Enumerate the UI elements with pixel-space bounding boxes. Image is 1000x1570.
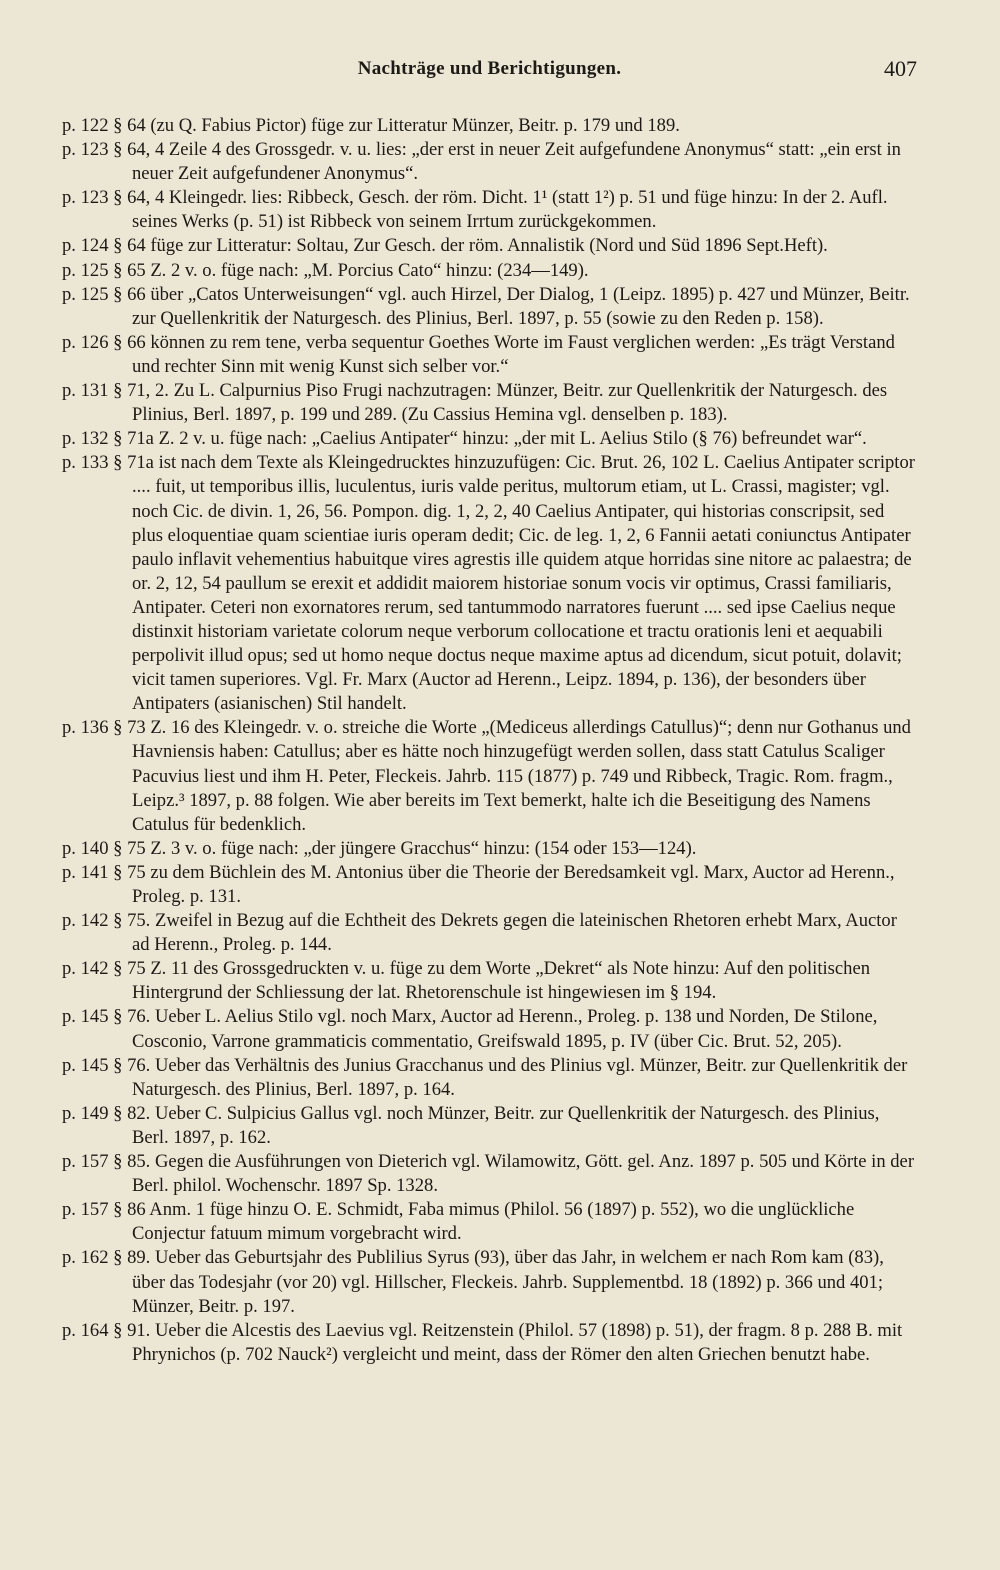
addendum-entry: p. 145 § 76. Ueber L. Aelius Stilo vgl. noch Marx, Auctor ad Herenn., Proleg. p. 138 und Norden, De Stilone, Cosconio, Varrone grammaticis commentatio, Greifswald 1895, p. IV (über Cic. Brut. 52, 205). (62, 1006, 878, 1052)
addendum-entry: p. 157 § 86 Anm. 1 füge hinzu O. E. Schmidt, Faba mimus (Philol. 56 (1897) p. 552), wo die unglückliche Conjectur fatuum mimum vorgebracht wird. (62, 1199, 855, 1245)
addendum-entry: p. 125 § 65 Z. 2 v. o. füge nach: „M. Porcius Cato“ hinzu: (234—149). (62, 259, 589, 281)
addendum-entry: p. 141 § 75 zu dem Büchlein des M. Antonius über die Theorie der Beredsamkeit vgl. Marx, Auctor ad Herenn., Proleg. p. 131. (62, 861, 895, 907)
addendum-entry: p. 126 § 66 können zu rem tene, verba sequentur Goethes Worte im Faust verglichen werden: „Es trägt Verstand und rechter Sinn mit wenig Kunst sich selber vor.“ (62, 331, 895, 377)
addendum-entry: p. 145 § 76. Ueber das Verhältnis des Junius Gracchanus und des Plinius vgl. Münzer, Beitr. zur Quellenkritik der Naturgesch. des Plinius, Berl. 1897, p. 164. (62, 1054, 908, 1100)
page-header (62, 58, 917, 90)
addendum-entry: p. 142 § 75. Zweifel in Bezug auf die Echtheit des Dekrets gegen die lateinischen Rhetoren erhebt Marx, Auctor ad Herenn., Proleg. p. 144. (62, 910, 897, 956)
addendum-entry: p. 131 § 71, 2. Zu L. Calpurnius Piso Frugi nachzutragen: Münzer, Beitr. zur Quellenkritik der Naturgesch. des Plinius, Berl. 1897, p. 199 und 289. (Zu Cassius Hemina vgl. denselben p. 183). (62, 380, 888, 426)
addendum-entry: p. 132 § 71a Z. 2 v. u. füge nach: „Caelius Antipater“ hinzu: „der mit L. Aelius Stilo (§ 76) befreundet war“. (62, 428, 867, 450)
addendum-entry: p. 136 § 73 Z. 16 des Kleingedr. v. o. streiche die Worte „(Mediceus allerdings Catullus)“; denn nur Gothanus und Havniensis haben: Catullus; aber es hätte noch hinzugefügt werden sollen, dass statt Catulus Scaliger Pacuvius liest und ihm H. Peter, Fleckeis. Jahrb. 115 (1877) p. 749 und Ribbeck, Tragic. Rom. fragm., Leipz.³ 1897, p. 88 folgen. Wie aber bereits im Text bemerkt, halte ich die Beseitigung des Namens Catulus für bedenklich. (62, 717, 911, 835)
addendum-entry: p. 162 § 89. Ueber das Geburtsjahr des Publilius Syrus (93), über das Jahr, in welchem er nach Rom kam (83), über das Todesjahr (vor 20) vgl. Hillscher, Fleckeis. Jahrb. Supplementbd. 18 (1892) p. 366 und 401; Münzer, Beitr. p. 197. (62, 1247, 884, 1317)
addendum-entry: p. 124 § 64 füge zur Litteratur: Soltau, Zur Gesch. der röm. Annalistik (Nord und Süd 1896 Sept.Heft). (62, 235, 828, 257)
addendum-entry: p. 157 § 85. Gegen die Ausführungen von Dieterich vgl. Wilamowitz, Gött. gel. Anz. 1897 p. 505 und Körte in der Berl. philol. Wochenschr. 1897 Sp. 1328. (62, 1151, 915, 1197)
addendum-entry: p. 133 § 71a ist nach dem Texte als Kleingedrucktes hinzuzufügen: Cic. Brut. 26, 102 L. Caelius Antipater scriptor .... fuit, ut temporibus illis, luculentus, iuris valde peritus, multorum etiam, ut L. Crassi, magister; vgl. noch Cic. de divin. 1, 26, 56. Pompon. dig. 1, 2, 2, 40 Caelius Antipater, qui historias conscripsit, sed plus eloquentiae quam scientiae iuris operam dedit; Cic. de leg. 1, 2, 6 Fannii aetati coniunctus Antipater paulo inflavit vehementius habuitque vires agrestis ille quidem atque horridas sine nitore ac palaestra; de or. 2, 12, 54 paullum se erexit et addidit maiorem historiae sonum vocis vir optimus, Crassi familiaris, Antipater. Ceteri non exornatores rerum, sed tantummodo narratores fuerunt .... sed ipse Caelius neque distinxit historiam varietate colorum neque verborum collocatione et tractu orationis leni et aequabili perpolivit illud opus; sed ut homo neque doctus neque maxime aptus ad dicendum, sicut potuit, dolavit; vicit tamen superiores. Vgl. Fr. Marx (Auctor ad Herenn., Leipz. 1894, p. 136), der besonders über Antipaters (asianischen) Stil handelt. (62, 452, 915, 715)
addendum-entry: p. 164 § 91. Ueber die Alcestis des Laevius vgl. Reitzenstein (Philol. 57 (1898) p. 51), der fragm. 8 p. 288 B. mit Phrynichos (p. 702 Nauck²) vergleicht und meint, dass der Römer den alten Griechen benutzt habe. (62, 1319, 903, 1365)
addendum-entry: p. 123 § 64, 4 Zeile 4 des Grossgedr. v. u. lies: „der erst in neuer Zeit aufgefundene Anonymus“ statt: „ein erst in neuer Zeit aufgefundener Anonymus“. (62, 139, 901, 185)
addendum-entry: p. 125 § 66 über „Catos Unterweisungen“ vgl. auch Hirzel, Der Dialog, 1 (Leipz. 1895) p. 427 und Münzer, Beitr. zur Quellenkritik der Naturgesch. des Plinius, Berl. 1897, p. 55 (sowie zu den Reden p. 158). (62, 283, 910, 329)
addendum-entry: p. 140 § 75 Z. 3 v. o. füge nach: „der jüngere Gracchus“ hinzu: (154 oder 153—124). (62, 837, 697, 859)
addendum-entry: p. 122 § 64 (zu Q. Fabius Pictor) füge zur Litteratur Münzer, Beitr. p. 179 und 189. (62, 115, 680, 136)
running-title: Nachträge und Berichtigungen. (357, 58, 622, 79)
addendum-entry: p. 123 § 64, 4 Kleingedr. lies: Ribbeck, Gesch. der röm. Dicht. 1¹ (statt 1²) p. 51 und füge hinzu: In der 2. Aufl. seines Werks (p. 51) ist Ribbeck von seinem Irrtum zurückgekommen. (62, 187, 888, 233)
addendum-entry: p. 142 § 75 Z. 11 des Grossgedruckten v. u. füge zu dem Worte „Dekret“ als Note hinzu: Auf den politischen Hintergrund der Schliessung der lat. Rhetorenschule ist hingewiesen im § 194. (62, 958, 870, 1004)
page-number: 407 (884, 56, 917, 81)
addendum-entry: p. 149 § 82. Ueber C. Sulpicius Gallus vgl. noch Münzer, Beitr. zur Quellenkritik der Naturgesch. des Plinius, Berl. 1897, p. 162. (62, 1102, 880, 1148)
addenda-list (62, 114, 917, 1367)
